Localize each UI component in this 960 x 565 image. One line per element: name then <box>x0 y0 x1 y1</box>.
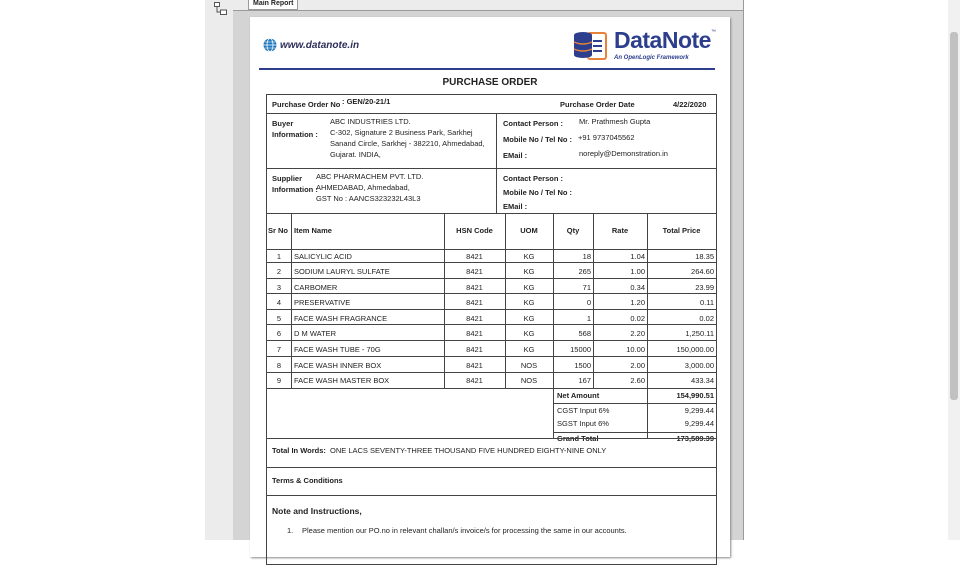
table-cell: 8 <box>276 361 282 370</box>
buyer-name: ABC INDUSTRIES LTD. <box>330 117 411 126</box>
table-cell: SALICYLIC ACID <box>294 252 352 261</box>
table-cell: KG <box>523 345 535 354</box>
scrollbar-thumb[interactable] <box>950 32 958 400</box>
order-info-box <box>266 94 717 114</box>
notes-heading: Note and Instructions, <box>272 506 362 516</box>
table-cell: NOS <box>520 361 538 370</box>
buyer-info-label: Information : <box>272 130 318 139</box>
supplier-info-box <box>266 168 717 214</box>
col-header-uom: UOM <box>520 226 538 235</box>
total-in-words-value: ONE LACS SEVENTY-THREE THOUSAND FIVE HUNDRED EIGHTY-NINE ONLY <box>330 446 607 455</box>
buyer-address-1: C-302, Signature 2 Business Park, Sarkhej <box>330 128 473 137</box>
buyer-contact-label: Contact Person : <box>503 119 564 128</box>
table-cell: 150,000.00 <box>676 345 714 354</box>
total-in-words-label: Total In Words: <box>272 446 326 455</box>
table-cell: NOS <box>520 376 538 385</box>
table-cell: 2.60 <box>630 376 645 385</box>
col-header-hsn-code: HSN Code <box>456 226 493 235</box>
table-cell: 433.34 <box>691 376 714 385</box>
table-cell: 1 <box>276 252 282 261</box>
table-cell: FACE WASH INNER BOX <box>294 361 382 370</box>
table-cell: 1.20 <box>630 298 645 307</box>
table-cell: 8421 <box>466 267 483 276</box>
buyer-address-2: Sanand Circle, Sarkhej - 382210, Ahmedabad, <box>330 139 485 148</box>
table-cell: FACE WASH FRAGRANCE <box>294 314 388 323</box>
database-document-icon <box>572 29 610 63</box>
sgst-label: SGST Input 6% <box>557 419 609 428</box>
group-tree-icon[interactable] <box>214 2 227 15</box>
table-cell: KG <box>523 283 535 292</box>
cgst-value: 9,299.44 <box>684 406 714 415</box>
vertical-scrollbar[interactable] <box>948 0 960 540</box>
brand-name: DataNote <box>614 27 711 53</box>
notes-box <box>266 495 717 565</box>
supplier-address-1: AHMEDABAD, Ahmedabad, <box>316 183 410 192</box>
table-cell: KG <box>523 329 535 338</box>
table-cell: 0.02 <box>699 314 714 323</box>
table-cell: 23.99 <box>695 283 714 292</box>
table-cell: 8421 <box>466 361 483 370</box>
table-cell: 18 <box>582 252 591 261</box>
table-cell: 2 <box>276 267 282 276</box>
cgst-label: CGST Input 6% <box>557 406 610 415</box>
supplier-info-label: Information : <box>272 185 318 194</box>
table-cell: 8421 <box>466 283 483 292</box>
net-amount-label: Net Amount <box>557 391 600 400</box>
table-cell: 0 <box>586 298 591 307</box>
terms-box <box>266 467 717 496</box>
table-cell: 0.02 <box>630 314 645 323</box>
table-cell: 568 <box>578 329 591 338</box>
table-cell: 15000 <box>570 345 591 354</box>
buyer-email-value: noreply@Demonstration.in <box>579 149 668 158</box>
table-cell: 7 <box>276 345 282 354</box>
table-cell: 8421 <box>466 252 483 261</box>
table-cell: 10.00 <box>626 345 645 354</box>
table-cell: 264.60 <box>691 267 714 276</box>
table-cell: KG <box>523 267 535 276</box>
buyer-email-label: EMail : <box>503 151 528 160</box>
buyer-mobile-value: +91 9737045562 <box>578 133 635 142</box>
group-tree-panel <box>205 0 234 540</box>
table-cell: 265 <box>578 267 591 276</box>
buyer-contact-value: Mr. Prathmesh Gupta <box>579 117 651 126</box>
grand-total-label: Grand Total <box>557 434 599 443</box>
report-tab-bar <box>233 0 743 11</box>
buyer-mobile-label: Mobile No / Tel No : <box>503 135 573 144</box>
table-cell: 18.35 <box>695 252 714 261</box>
terms-heading: Terms & Conditions <box>272 476 343 485</box>
supplier-mobile-label: Mobile No / Tel No : <box>503 188 573 197</box>
buyer-address-3: Gujarat. INDIA, <box>330 150 381 159</box>
globe-icon <box>263 38 277 52</box>
total-in-words-box <box>266 438 717 468</box>
supplier-contact-label: Contact Person : <box>503 174 564 183</box>
table-cell: FACE WASH MASTER BOX <box>294 376 390 385</box>
table-cell: 8421 <box>466 314 483 323</box>
document-title: PURCHASE ORDER <box>442 77 538 88</box>
note-item-text: Please mention our PO.no in relevant challan/s invoice/s for processing the same in our accounts. <box>302 526 627 535</box>
table-cell: 8421 <box>466 298 483 307</box>
po-number-value: : GEN/20-21/1 <box>342 97 391 106</box>
website-url: www.datanote.in <box>280 40 360 51</box>
table-cell: PRESERVATIVE <box>294 298 351 307</box>
items-table <box>266 213 717 443</box>
table-cell: 6 <box>276 329 282 338</box>
col-header-qty: Qty <box>566 226 580 235</box>
col-header-item-name: Item Name <box>294 226 332 235</box>
table-cell: 9 <box>276 376 282 385</box>
buyer-label: Buyer <box>272 119 294 128</box>
table-cell: KG <box>523 252 535 261</box>
table-cell: 0.34 <box>630 283 645 292</box>
header-divider <box>259 68 715 70</box>
tab-main-report[interactable]: Main Report <box>248 0 298 10</box>
table-cell: 71 <box>582 283 591 292</box>
report-viewer <box>233 0 744 540</box>
col-header-sr-no: Sr No <box>268 226 289 235</box>
table-cell: 5 <box>276 314 282 323</box>
table-cell: D M WATER <box>294 329 337 338</box>
po-date-label: Purchase Order Date <box>560 100 635 109</box>
table-cell: 2.00 <box>630 361 645 370</box>
note-item-number: 1. <box>287 526 294 535</box>
table-cell: 1500 <box>574 361 591 370</box>
table-cell: 8421 <box>466 376 483 385</box>
net-amount-value: 154,990.51 <box>676 391 714 400</box>
po-date-value: 4/22/2020 <box>673 100 707 109</box>
table-cell: KG <box>523 314 535 323</box>
table-cell: FACE WASH TUBE - 70G <box>294 345 381 354</box>
table-cell: KG <box>523 298 535 307</box>
table-cell: 2.20 <box>630 329 645 338</box>
table-cell: 1,250.11 <box>685 329 714 338</box>
table-cell: 167 <box>578 376 591 385</box>
supplier-label: Supplier <box>272 174 303 183</box>
report-page <box>250 17 730 557</box>
col-header-rate: Rate <box>611 226 629 235</box>
supplier-address-2: GST No : AANCS323232L43L3 <box>316 194 421 203</box>
table-cell: 4 <box>276 298 282 307</box>
brand-trademark: ™ <box>711 29 716 35</box>
table-cell: 1.04 <box>630 252 645 261</box>
table-cell: 1.00 <box>630 267 645 276</box>
table-cell: CARBOMER <box>294 283 338 292</box>
supplier-email-label: EMail : <box>503 202 528 211</box>
brand-tagline: An OpenLogic Framework <box>614 55 689 61</box>
table-cell: 8421 <box>466 329 483 338</box>
grand-total-value: 173,589.39 <box>676 434 714 443</box>
sgst-value: 9,299.44 <box>684 419 714 428</box>
table-cell: 8421 <box>466 345 483 354</box>
po-number-label: Purchase Order No <box>272 100 341 109</box>
buyer-info-box <box>266 113 717 169</box>
table-cell: 1 <box>586 314 591 323</box>
col-header-total-price: Total Price <box>662 226 701 235</box>
table-cell: 3 <box>276 283 282 292</box>
table-cell: 0.11 <box>699 298 714 307</box>
supplier-name: ABC PHARMACHEM PVT. LTD. <box>316 172 424 181</box>
table-cell: 3,000.00 <box>684 361 714 370</box>
table-cell: SODIUM LAURYL SULFATE <box>294 267 390 276</box>
